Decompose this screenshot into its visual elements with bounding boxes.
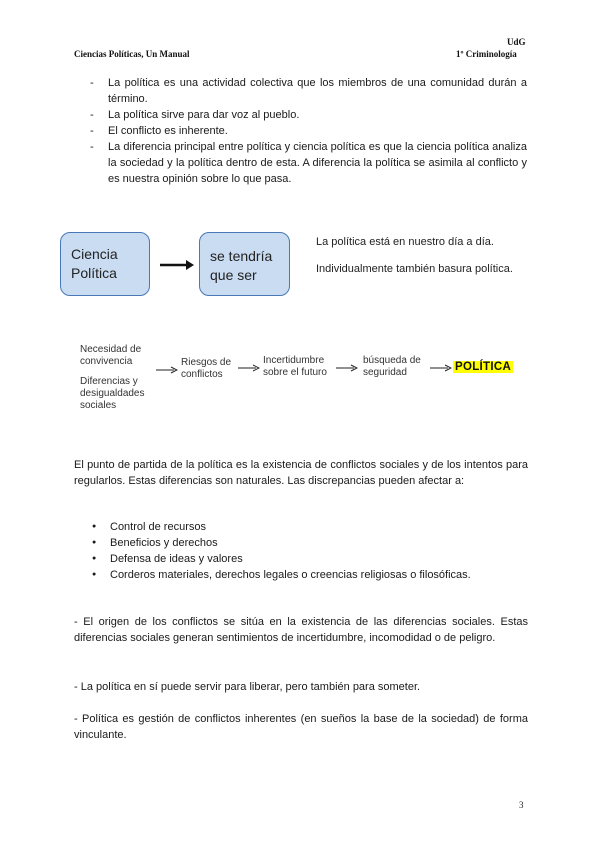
page-number: 3 [519,800,524,810]
diagram-source-1: Necesidad de convivencia [80,344,142,367]
list-item: - El conflicto es inherente. [90,123,527,139]
list-item: - La diferencia principal entre política y ciencia política es que la ciencia política analiza la sociedad y la política dentro de esta. A diferencia la política se asimila al conflicto y es nuestra opinión sobre lo que pasa. [90,139,527,187]
paragraph: - Política es gestión de conflictos inherentes (en sueños la base de la sociedad) de forma vinculante. [74,713,528,741]
side-note: Individualmente también basura política. [316,263,513,275]
arrow-right-icon [430,364,452,372]
list-item: ● Defensa de ideas y valores [92,551,471,567]
list-item: ● Control de recursos [92,519,471,535]
intro-list [90,75,527,187]
bullet-list [92,519,471,583]
diagram-step-1: Riesgos de conflictos [181,357,232,380]
diagram-step-3: búsqueda de seguridad [363,355,421,378]
list-item: - La política sirve para dar voz al pueblo. [90,107,527,123]
arrow-right-icon [160,260,194,270]
diagram-step-2: Incertidumbre sobre el futuro [263,355,327,378]
diagram-source-2: Diferencias y desigualdades sociales [80,376,145,411]
box-ciencia-politica: Ciencia Política [60,232,150,296]
diagram-result: POLÍTICA [455,361,512,373]
header-right-top: UdG [507,37,526,47]
paragraph: El punto de partida de la política es la existencia de conflictos sociales y de los intentos para regularlos. Estas diferencias son naturales. Las discrepancias pueden afectar a: [74,459,528,487]
list-item: ● Corderos materiales, derechos legales o creencias religiosas o filosóficas. [92,567,471,583]
box-se-tendria: se tendría que ser [199,232,290,296]
paragraph: - El origen de los conflictos se sitúa en la existencia de las diferencias sociales. Estas diferencias sociales generan sentimientos de incertidumbre, incomodidad o de peligro. [74,616,528,644]
arrow-right-icon [238,364,260,372]
header-left: Ciencias Políticas, Un Manual [74,49,190,59]
arrow-right-icon [156,366,178,374]
header-right-bottom: 1º Criminología [456,49,517,59]
paragraph: - La política en sí puede servir para liberar, pero también para someter. [74,681,421,693]
list-item: - La política es una actividad colectiva que los miembros de una comunidad durán a término. [90,75,527,107]
arrow-right-icon [336,364,358,372]
list-item: ● Beneficios y derechos [92,535,471,551]
side-note: La política está en nuestro día a día. [316,236,494,248]
